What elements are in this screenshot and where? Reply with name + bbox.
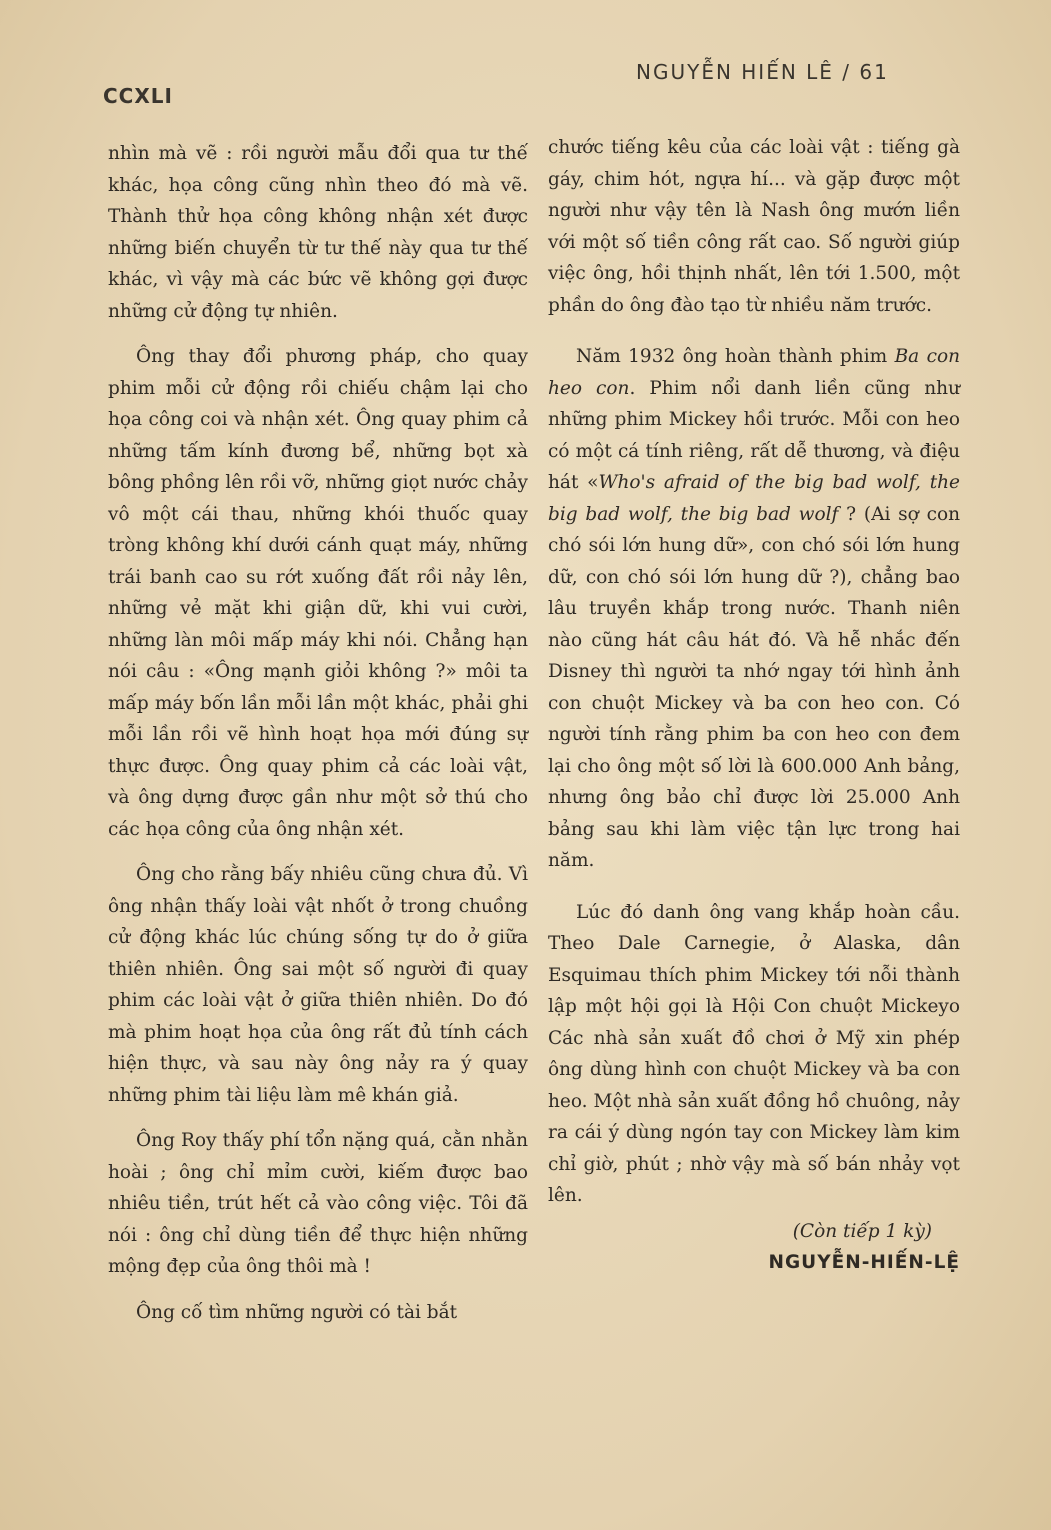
left-column bbox=[108, 138, 528, 1328]
text-span: ? (Ai sợ con chó sói lớn hung dữ», con chó sói lớn hung dữ, con chó sói lớn hung dữ ?), chẳng bao lâu truyền khắp trong nước. Thanh niên nào cũng hát câu hát đó. Và hễ nhắc đến Disney thì người ta nhớ ngay tới hình ảnh con chuột Mickey và ba con heo con. Có người tính rằng phim ba con heo con đem lại cho ông một số lời là 600.000 Anh bảng, nhưng ông bảo chỉ được lời 25.000 Anh bảng sau khi làm việc tận lực trong hai năm. bbox=[548, 503, 960, 871]
paragraph: Ông cho rằng bấy nhiêu cũng chưa đủ. Vì ông nhận thấy loài vật nhốt ở trong chuồng cử động khác lúc chúng sống tự do ở giữa thiên nhiên. Ông sai một số người đi quay phim các loài vật ở giữa thiên nhiên. Do đó mà phim hoạt họa của ông rất đủ tính cách hiện thực, và sau này ông nảy ra ý quay những phim tài liệu làm mê khán giả. bbox=[108, 864, 528, 1106]
paragraph: Ông thay đổi phương pháp, cho quay phim mỗi cử động rồi chiếu chậm lại cho họa công coi và nhận xét. Ông quay phim cả những tấm kính đương bể, những bọt xà bông phồng lên rồi vỡ, những giọt nước chảy vô một cái thau, những khói thuốc quay tròng không khí dưới cánh quạt máy, những trái banh cao su rớt xuống đất rồi nảy lên, những vẻ mặt khi giận dữ, khi vui cười, những làn môi mấp máy khi nói. Chẳng hạn nói câu : «Ông mạnh giỏi không ?» môi ta mấp máy bốn lần mỗi lần một khác, phải ghi mỗi lần rồi vẽ hình hoạt họa mới đúng sự thực được. Ông quay phim cả các loài vật, và ông dựng được gần như một sở thú cho các họa công của ông nhận xét. bbox=[108, 346, 528, 840]
paragraph: Lúc đó danh ông vang khắp hoàn cầu. Theo Dale Carnegie, ở Alaska, dân Esquimau thích phim Mickey tới nỗi thành lập một hội gọi là Hội Con chuột Mickeyo Các nhà sản xuất đồ chơi ở Mỹ xin phép ông dùng hình con chuột Mickey và ba con heo. Một nhà sản xuất đồng hồ chuông, nảy ra cái ý dùng ngón tay con Mickey làm kim chỉ giờ, phút ; nhờ vậy mà số bán nhảy vọt lên. bbox=[548, 901, 960, 1206]
author-signature: NGUYỄN-HIẾN-LỆ bbox=[768, 1252, 960, 1273]
paragraph: chước tiếng kêu của các loài vật : tiếng gà gáy, chim hót, ngựa hí... và gặp được một người như vậy tên là Nash ông mướn liền với một số tiền công rất cao. Số người giúp việc ông, hồi thịnh nhất, lên tới 1.500, một phần do ông đào tạo từ nhiều năm trước. bbox=[548, 137, 960, 316]
text-span: Năm 1932 ông hoàn thành phim bbox=[576, 346, 895, 367]
paragraph bbox=[548, 341, 960, 877]
right-column bbox=[548, 132, 960, 1279]
text-span: . Phim nổi danh liền cũng như những phim Mickey hồi trước. Mỗi con heo có một cá tính riêng, rất dễ thương, và điệu hát « bbox=[548, 377, 961, 493]
paragraph: nhìn mà vẽ : rồi người mẫu đổi qua tư thế khác, họa công cũng nhìn theo đó mà vẽ. Thành thử họa công không nhận xét được những biến chuyển từ tư thế này qua tư thế khác, vì vậy mà các bức vẽ không gợi được những cử động tự nhiên. bbox=[108, 143, 528, 322]
paragraph: Ông Roy thấy phí tổn nặng quá, cằn nhằn hoài ; ông chỉ mỉm cười, kiếm được bao nhiêu tiền, trút hết cả vào công việc. Tôi đã nói : ông chỉ dùng tiền để thực hiện những mộng đẹp của ông thôi mà ! bbox=[108, 1130, 528, 1277]
film-title: Ba con heo con bbox=[548, 346, 960, 399]
song-title: Who's afraid of the big bad wolf, the big bad wolf, the big bad wolf bbox=[548, 472, 960, 525]
paragraph: Ông cố tìm những người có tài bắt bbox=[136, 1301, 458, 1323]
page-section-label: CCXLI bbox=[103, 84, 173, 108]
running-header: NGUYỄN HIẾN LÊ / 61 bbox=[636, 60, 889, 84]
continued-note: (Còn tiếp 1 kỳ) bbox=[792, 1220, 932, 1242]
